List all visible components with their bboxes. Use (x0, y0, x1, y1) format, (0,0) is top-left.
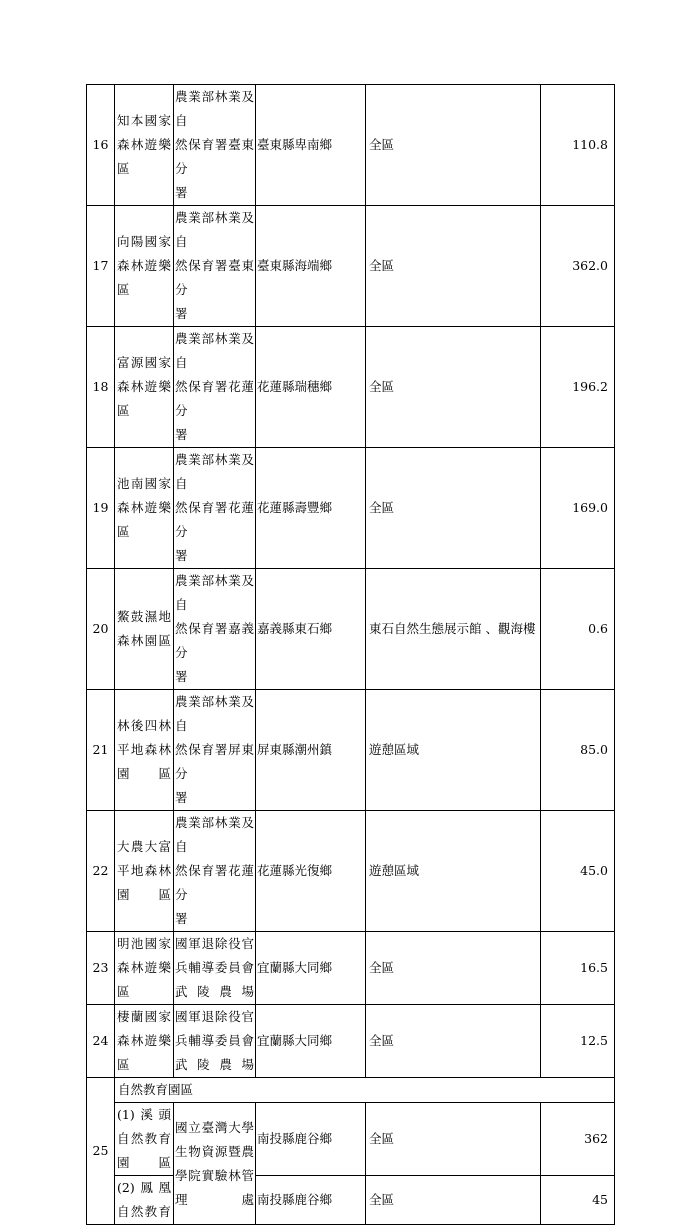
site-name (115, 1176, 174, 1225)
text-line: 然保育署屏東分 (175, 742, 254, 781)
site-name (115, 1103, 174, 1176)
text-line: 鰲鼓濕地 (117, 609, 171, 624)
managing-agency (174, 932, 256, 1005)
location: 屏東縣潮州鎮 (256, 690, 366, 811)
text-line: 森林遊樂 (117, 1033, 171, 1048)
site-name (115, 932, 174, 1005)
text-line: 自然教育 (117, 1131, 171, 1146)
text-line: 園區 (117, 766, 171, 781)
row-number: 18 (87, 327, 115, 448)
text-line: 署 (175, 669, 188, 684)
row-number: 19 (87, 448, 115, 569)
range: 全區 (366, 206, 541, 327)
area: 45 (541, 1176, 615, 1225)
text-line: 區 (117, 161, 130, 176)
managing-agency (174, 327, 256, 448)
text-line: 農業部林業及自 (175, 815, 254, 854)
section-title: 自然教育園區 (115, 1078, 615, 1103)
text-line: 大農大富 (117, 839, 171, 854)
range: 全區 (366, 1103, 541, 1176)
location: 南投縣鹿谷鄉 (256, 1176, 366, 1225)
row-number: 20 (87, 569, 115, 690)
text-line: 署 (175, 911, 188, 926)
text-line: 然保育署花蓮分 (175, 500, 254, 539)
text-line: 農業部林業及自 (175, 694, 254, 733)
text-line: 知本國家 (117, 113, 171, 128)
text-line: (1)溪頭 (117, 1107, 171, 1122)
range: 東石自然生態展示館 、觀海樓 (366, 569, 541, 690)
row-number: 17 (87, 206, 115, 327)
area: 169.0 (541, 448, 615, 569)
text-line: 國立臺灣大學 (175, 1119, 254, 1135)
managing-agency (174, 1103, 256, 1225)
range: 遊憩區域 (366, 690, 541, 811)
text-line: 然保育署臺東分 (175, 137, 254, 176)
location: 嘉義縣東石鄉 (256, 569, 366, 690)
text-line: 區 (117, 403, 130, 418)
site-name (115, 1005, 174, 1078)
range: 全區 (366, 1005, 541, 1078)
text-line: 林後四林 (117, 718, 171, 733)
text-line: 農業部林業及自 (175, 331, 254, 370)
range: 全區 (366, 85, 541, 206)
text-line: 然保育署嘉義分 (175, 621, 254, 660)
table-row (87, 690, 615, 811)
text-line: 森林遊樂 (117, 960, 171, 975)
text-line: 平地森林 (117, 863, 171, 878)
location: 宜蘭縣大同鄉 (256, 1005, 366, 1078)
text-line: 然保育署臺東分 (175, 258, 254, 297)
area: 85.0 (541, 690, 615, 811)
site-name (115, 448, 174, 569)
area: 16.5 (541, 932, 615, 1005)
text-line: 署 (175, 306, 188, 321)
area: 362.0 (541, 206, 615, 327)
text-line: 森林遊樂 (117, 137, 171, 152)
range: 全區 (366, 327, 541, 448)
location: 臺東縣卑南鄉 (256, 85, 366, 206)
text-line: 區 (117, 282, 130, 297)
site-name (115, 811, 174, 932)
text-line: 森林遊樂 (117, 379, 171, 394)
table-row (87, 1103, 615, 1176)
text-line: 明池國家 (117, 936, 171, 951)
text-line: 森林遊樂 (117, 500, 171, 515)
managing-agency (174, 1005, 256, 1078)
text-line: 兵輔導委員會 (175, 1033, 254, 1048)
text-line: 棲蘭國家 (117, 1009, 171, 1024)
site-name (115, 206, 174, 327)
text-line: 自然教育 (117, 1204, 171, 1219)
text-line: (2)鳳凰 (117, 1180, 171, 1195)
range: 全區 (366, 1176, 541, 1225)
text-line: 武陵農場 (175, 984, 254, 999)
area: 12.5 (541, 1005, 615, 1078)
location: 花蓮縣光復鄉 (256, 811, 366, 932)
site-name (115, 85, 174, 206)
forest-recreation-table (86, 84, 615, 1225)
text-line: 然保育署花蓮分 (175, 379, 254, 418)
table-row (87, 327, 615, 448)
text-line: 國軍退除役官 (175, 936, 254, 951)
row-number: 25 (87, 1078, 115, 1225)
location: 花蓮縣瑞穗鄉 (256, 327, 366, 448)
text-line: 然保育署花蓮分 (175, 863, 254, 902)
table-row (87, 1005, 615, 1078)
text-line: 向陽國家 (117, 234, 171, 249)
table-row (87, 811, 615, 932)
text-line: 署 (175, 427, 188, 442)
text-line: 國軍退除役官 (175, 1009, 254, 1024)
text-line: 農業部林業及自 (175, 210, 254, 249)
table-row (87, 569, 615, 690)
location: 花蓮縣壽豐鄉 (256, 448, 366, 569)
table-row (87, 1078, 615, 1103)
area: 196.2 (541, 327, 615, 448)
area: 362 (541, 1103, 615, 1176)
text-line: 農業部林業及自 (175, 89, 254, 128)
row-number: 22 (87, 811, 115, 932)
managing-agency (174, 448, 256, 569)
text-line: 區 (117, 984, 130, 999)
area: 0.6 (541, 569, 615, 690)
text-line: 學院實驗林管 (175, 1167, 254, 1183)
site-name (115, 690, 174, 811)
text-line: 生物資源暨農 (175, 1143, 254, 1159)
row-number: 24 (87, 1005, 115, 1078)
text-line: 森林遊樂 (117, 258, 171, 273)
table-row (87, 206, 615, 327)
text-line: 平地森林 (117, 742, 171, 757)
row-number: 16 (87, 85, 115, 206)
text-line: 署 (175, 185, 188, 200)
text-line: 農業部林業及自 (175, 573, 254, 612)
site-name (115, 569, 174, 690)
location: 宜蘭縣大同鄉 (256, 932, 366, 1005)
text-line: 理處 (175, 1191, 254, 1207)
text-line: 兵輔導委員會 (175, 960, 254, 975)
text-line: 園區 (117, 1155, 171, 1170)
text-line: 署 (175, 790, 188, 805)
location: 臺東縣海端鄉 (256, 206, 366, 327)
site-name (115, 327, 174, 448)
table-row (87, 448, 615, 569)
row-number: 21 (87, 690, 115, 811)
text-line: 森林園區 (117, 633, 171, 648)
range: 遊憩區域 (366, 811, 541, 932)
range: 全區 (366, 932, 541, 1005)
managing-agency (174, 690, 256, 811)
location: 南投縣鹿谷鄉 (256, 1103, 366, 1176)
text-line: 區 (117, 1057, 130, 1072)
managing-agency (174, 85, 256, 206)
managing-agency (174, 811, 256, 932)
text-line: 農業部林業及自 (175, 452, 254, 491)
text-line: 園區 (117, 887, 171, 902)
text-line: 富源國家 (117, 355, 171, 370)
text-line: 區 (117, 524, 130, 539)
managing-agency (174, 206, 256, 327)
text-line: 池南國家 (117, 476, 171, 491)
document-page (86, 84, 615, 1225)
range: 全區 (366, 448, 541, 569)
text-line: 署 (175, 548, 188, 563)
area: 110.8 (541, 85, 615, 206)
row-number: 23 (87, 932, 115, 1005)
table-row (87, 932, 615, 1005)
text-line: 武陵農場 (175, 1057, 254, 1072)
managing-agency (174, 569, 256, 690)
table-row (87, 1176, 615, 1225)
table-row (87, 85, 615, 206)
area: 45.0 (541, 811, 615, 932)
